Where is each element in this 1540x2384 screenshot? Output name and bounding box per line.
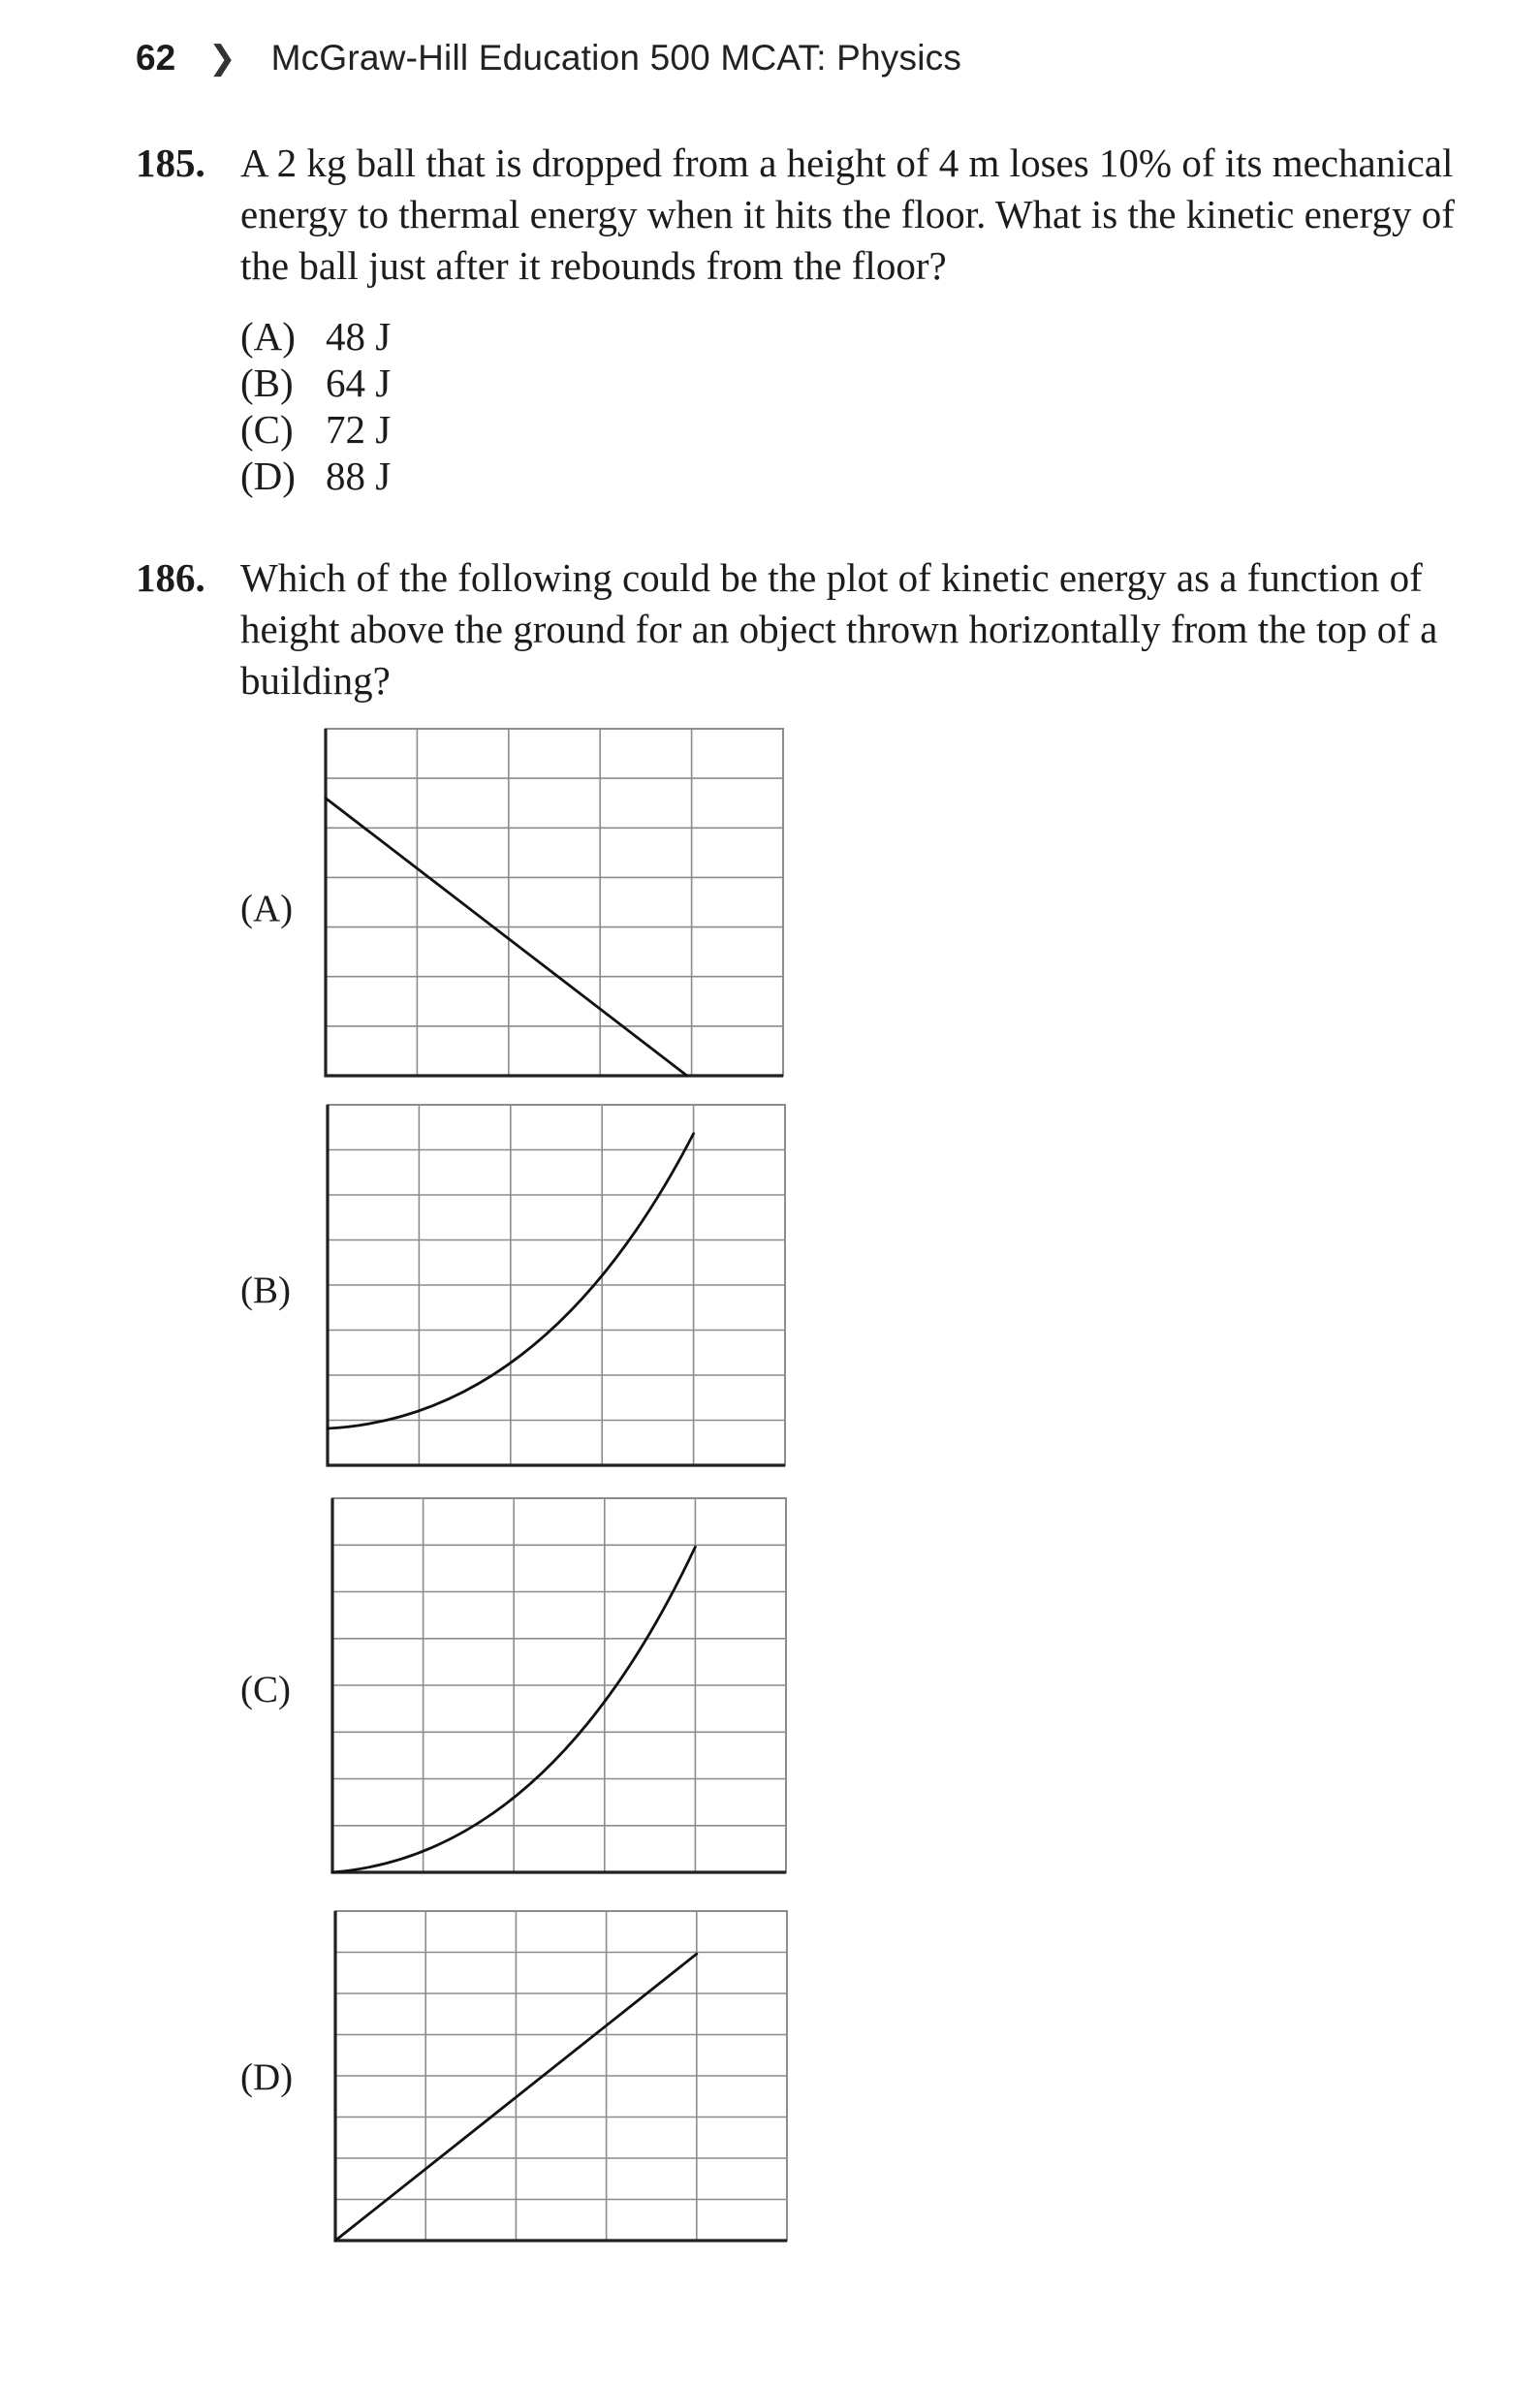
choice-text: 48 J xyxy=(326,314,392,359)
book-title: McGraw-Hill Education 500 MCAT: Physics xyxy=(270,38,962,78)
plot-curve xyxy=(326,799,687,1076)
choice-text: 64 J xyxy=(326,361,392,405)
choice-text: 72 J xyxy=(326,407,392,452)
choice-letter: (D) xyxy=(240,454,296,498)
graph-option-label-b: (B) xyxy=(240,1270,291,1311)
graph-option-c xyxy=(332,1498,786,1872)
graph-option-label-d: (D) xyxy=(240,2056,294,2098)
answer-choice-c xyxy=(240,406,1473,453)
graph-axes xyxy=(326,729,783,1076)
question-185 xyxy=(136,138,1473,499)
page-number: 62 xyxy=(136,38,176,78)
question-number: 185. xyxy=(136,141,205,185)
choice-letter: (B) xyxy=(240,361,294,405)
answer-choice-a xyxy=(240,313,1473,360)
choice-text: 88 J xyxy=(326,454,392,498)
answer-choices xyxy=(136,313,1473,499)
graph-option-label-c: (C) xyxy=(240,1669,291,1710)
question-number: 186. xyxy=(136,555,205,600)
page-header xyxy=(136,29,961,87)
graph-option-d xyxy=(335,1911,787,2241)
choice-letter: (A) xyxy=(240,314,296,359)
chevron-right-icon: ❯ xyxy=(208,40,236,77)
answer-choice-b xyxy=(240,360,1473,406)
choice-letter: (C) xyxy=(240,407,294,452)
answer-choice-d xyxy=(240,453,1473,499)
question-text: Which of the following could be the plot of kinetic energy as a function of height above the ground for an object thrown horizontally from the top of a building? xyxy=(240,555,1438,703)
graph-frame xyxy=(326,729,783,1076)
question-text: A 2 kg ball that is dropped from a height of 4 m loses 10% of its mechanical energy to thermal energy when it hits the floor. What is the kinetic energy of the ball just after it rebounds from the floor? xyxy=(240,141,1455,288)
question-186 xyxy=(136,552,1473,706)
graph-option-b xyxy=(328,1105,785,1465)
graph-option-a xyxy=(326,729,783,1076)
graph-option-label-a: (A) xyxy=(240,888,294,929)
